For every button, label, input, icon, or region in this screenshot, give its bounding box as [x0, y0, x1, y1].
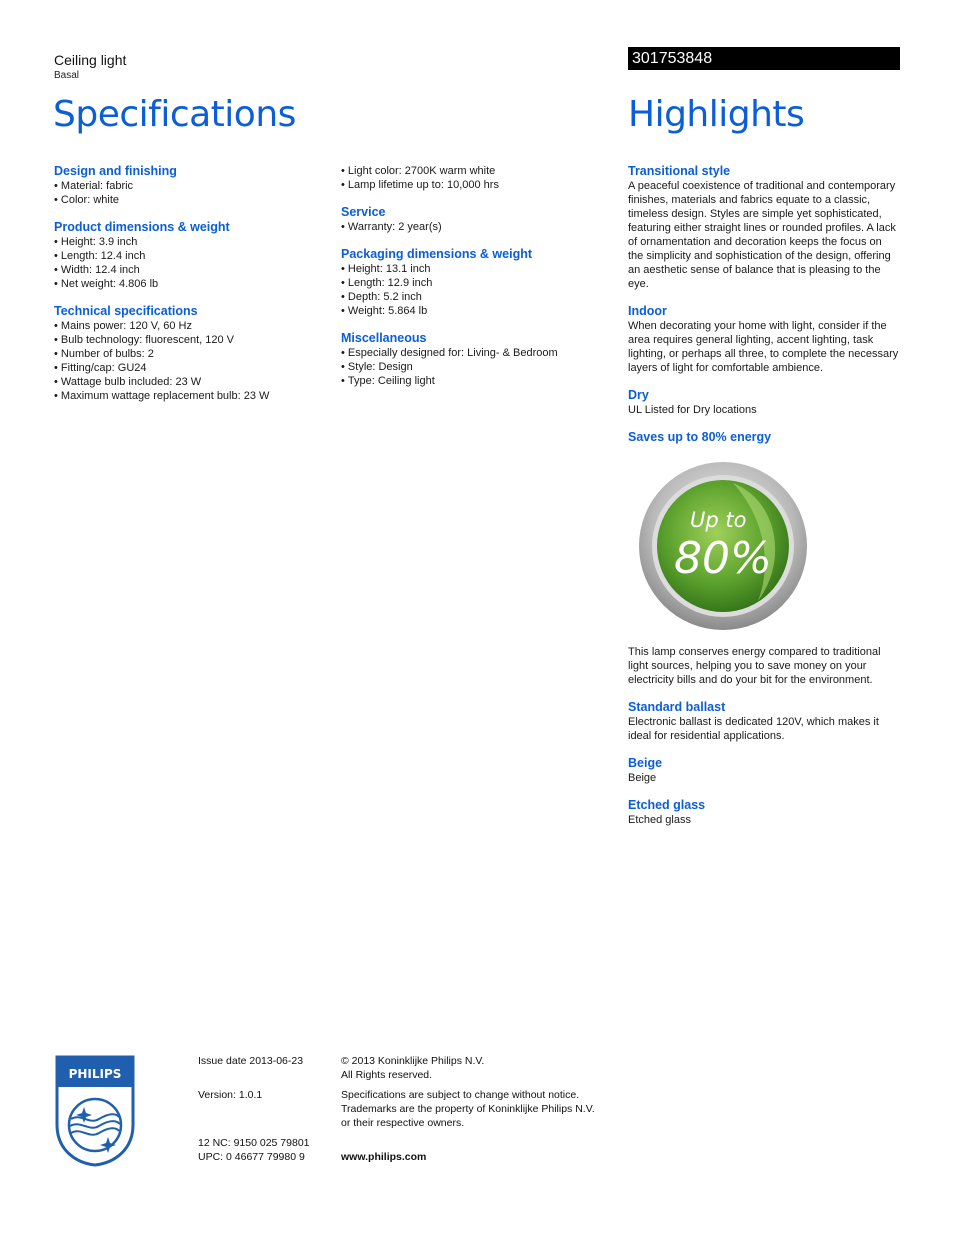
- specs-column-right: [341, 164, 611, 401]
- spec-item: • Fitting/cap: GU24: [54, 361, 324, 375]
- website-link[interactable]: www.philips.com: [341, 1151, 427, 1163]
- highlights-column: [628, 164, 900, 840]
- spec-item: • Style: Design: [341, 360, 611, 374]
- spec-item: • Height: 13.1 inch: [341, 262, 611, 276]
- spec-item: • Lamp lifetime up to: 10,000 hrs: [341, 178, 611, 192]
- notice-line-1: Specifications are subject to change without notice.: [341, 1089, 580, 1101]
- highlight-title: Standard ballast: [628, 700, 726, 714]
- highlight-text: This lamp conserves energy compared to traditional light sources, helping you to save money on your electricity bills and do your bit for the environment.: [628, 646, 881, 686]
- spec-item: • Height: 3.9 inch: [54, 235, 324, 249]
- highlight-text: When decorating your home with light, consider if the area requires general lighting, accent lighting, task lighting, or perhaps all three, to complete the necessary layers of light for comfortable ambience.: [628, 320, 899, 374]
- philips-logo: [54, 1055, 136, 1167]
- badge-up-to-text: Up to: [690, 508, 747, 532]
- highlight-transitional: [628, 164, 900, 291]
- spec-item: • Depth: 5.2 inch: [341, 290, 611, 304]
- issue-date: Issue date 2013-06-23: [198, 1055, 304, 1067]
- highlight-title: Saves up to 80% energy: [628, 430, 772, 444]
- spec-item: • Net weight: 4.806 lb: [54, 277, 324, 291]
- energy-badge-icon: [638, 461, 808, 631]
- highlight-beige: [628, 756, 900, 785]
- product-name: Ceiling light: [54, 52, 127, 68]
- highlight-energy: [628, 430, 900, 687]
- spec-section-title: Product dimensions & weight: [54, 220, 230, 234]
- highlights-title: Highlights: [628, 94, 805, 135]
- highlight-title: Beige: [628, 756, 663, 770]
- spec-section-title: Technical specifications: [54, 304, 198, 318]
- spec-section-misc: [341, 331, 611, 388]
- spec-item: • Especially designed for: Living- & Bedroom: [341, 346, 611, 360]
- highlight-etched-glass: [628, 798, 900, 827]
- spec-item: • Type: Ceiling light: [341, 374, 611, 388]
- spec-section-continued: [341, 164, 611, 192]
- highlight-text: UL Listed for Dry locations: [628, 404, 757, 416]
- spec-item: • Mains power: 120 V, 60 Hz: [54, 319, 324, 333]
- highlight-text: Etched glass: [628, 814, 691, 826]
- spec-section-title: Miscellaneous: [341, 331, 427, 345]
- highlight-text: A peaceful coexistence of traditional and contemporary finishes, materials and fabrics equate to a classic, timeless design. Styles are simple yet sophisticated, featuring either straight lines or rounded profiles. A lack of ornamentation and decoration keeps the focus on the simplicity and sophistication of the design, offering an aesthetic sense of balance that is pleasing to the eye.: [628, 180, 896, 290]
- spec-section-title: Service: [341, 205, 386, 219]
- spec-item: • Length: 12.9 inch: [341, 276, 611, 290]
- spec-section-title: Packaging dimensions & weight: [341, 247, 533, 261]
- spec-item: • Warranty: 2 year(s): [341, 220, 611, 234]
- logo-wordmark: PHILIPS: [68, 1067, 122, 1081]
- highlight-indoor: [628, 304, 900, 375]
- highlight-title: Indoor: [628, 304, 667, 318]
- product-subname: Basal: [54, 70, 80, 81]
- spec-item: • Maximum wattage replacement bulb: 23 W: [54, 389, 324, 403]
- spec-section-service: [341, 205, 611, 234]
- upc-code: UPC: 0 46677 79980 9: [198, 1151, 305, 1163]
- specifications-title: Specifications: [53, 94, 296, 135]
- spec-section-dimensions: [54, 220, 324, 291]
- copyright: © 2013 Koninklijke Philips N.V.: [341, 1055, 485, 1067]
- spec-section-design: [54, 164, 324, 207]
- product-code-bar: 301753848: [628, 47, 900, 70]
- notice-line-2: Trademarks are the property of Koninklijke Philips N.V.: [341, 1103, 595, 1115]
- specs-column-left: [54, 164, 324, 416]
- footer-legal: [341, 1054, 631, 1164]
- spec-item: • Length: 12.4 inch: [54, 249, 324, 263]
- spec-section-packaging: [341, 247, 611, 318]
- footer-meta: [198, 1054, 338, 1164]
- spec-section-title: Design and finishing: [54, 164, 177, 178]
- highlight-dry: [628, 388, 900, 417]
- rights-reserved: All Rights reserved.: [341, 1069, 433, 1081]
- spec-item: • Weight: 5.864 lb: [341, 304, 611, 318]
- spec-item: • Wattage bulb included: 23 W: [54, 375, 324, 389]
- highlight-ballast: [628, 700, 900, 743]
- energy-badge: [638, 461, 808, 631]
- spec-item: • Width: 12.4 inch: [54, 263, 324, 277]
- notice-line-3: or their respective owners.: [341, 1117, 465, 1129]
- version: Version: 1.0.1: [198, 1089, 263, 1101]
- spec-item: • Light color: 2700K warm white: [341, 164, 611, 178]
- twelve-nc-code: 12 NC: 9150 025 79801: [198, 1137, 310, 1149]
- spec-section-technical: [54, 304, 324, 403]
- highlight-title: Etched glass: [628, 798, 706, 812]
- spec-item: • Color: white: [54, 193, 324, 207]
- highlight-title: Dry: [628, 388, 649, 402]
- spec-item: • Number of bulbs: 2: [54, 347, 324, 361]
- highlight-text: Beige: [628, 772, 657, 784]
- highlight-text: Electronic ballast is dedicated 120V, which makes it ideal for residential applications.: [628, 716, 879, 742]
- highlight-title: Transitional style: [628, 164, 731, 178]
- spec-item: • Material: fabric: [54, 179, 324, 193]
- philips-shield-icon: [54, 1055, 136, 1167]
- spec-item: • Bulb technology: fluorescent, 120 V: [54, 333, 324, 347]
- badge-percent-text: 80%: [674, 533, 772, 584]
